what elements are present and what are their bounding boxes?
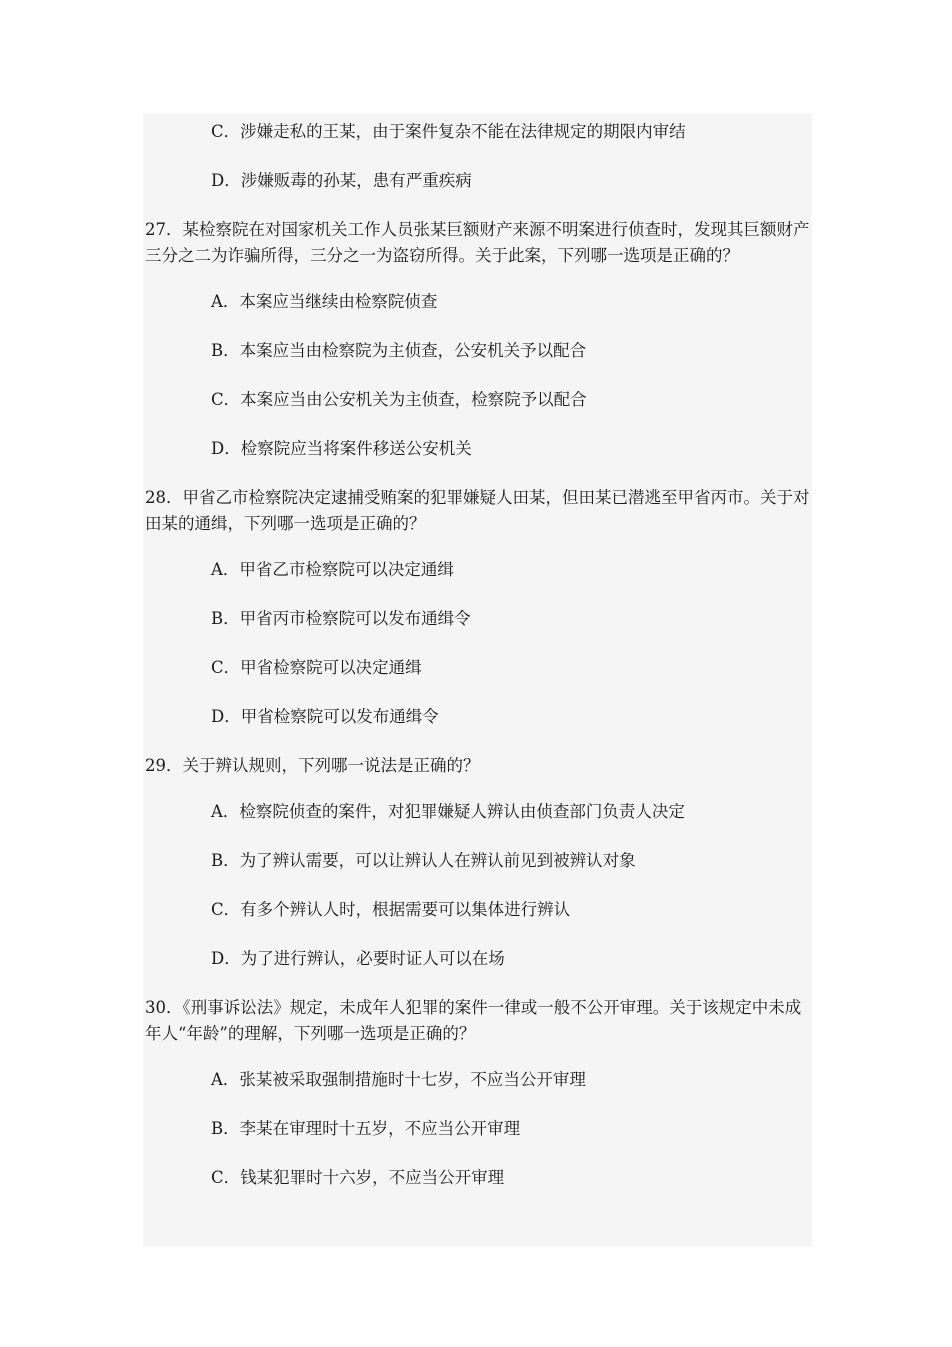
option-26-d: D．涉嫌贩毒的孙某，患有严重疾病 (211, 171, 472, 190)
option-28-d: D．甲省检察院可以发布通缉令 (211, 707, 439, 726)
option-29-a: A．检察院侦查的案件，对犯罪嫌疑人辨认由侦查部门负责人决定 (211, 802, 685, 821)
option-27-b: B．本案应当由检察院为主侦查，公安机关予以配合 (211, 341, 587, 360)
option-30-c: C．钱某犯罪时十六岁，不应当公开审理 (211, 1168, 505, 1187)
question-28-text: 28．甲省乙市检察院决定逮捕受贿案的犯罪嫌疑人田某，但田某已潜逃至甲省丙市。关于对田某的通缉，下列哪一选项是正确的？ (145, 488, 810, 533)
option-30-a: A．张某被采取强制措施时十七岁，不应当公开审理 (211, 1070, 586, 1089)
option-28-a: A．甲省乙市检察院可以决定通缉 (211, 560, 454, 579)
option-27-d: D．检察院应当将案件移送公安机关 (211, 439, 472, 458)
question-29-text: 29．关于辨认规则，下列哪一说法是正确的？ (145, 756, 480, 775)
question-27-text: 27．某检察院在对国家机关工作人员张某巨额财产来源不明案进行侦查时，发现其巨额财产三分之二为诈骗所得，三分之一为盗窃所得。关于此案，下列哪一选项是正确的？ (145, 220, 810, 265)
option-29-c: C．有多个辨认人时，根据需要可以集体进行辨认 (211, 900, 571, 919)
document-page-content (143, 113, 812, 1247)
option-29-b: B．为了辨认需要，可以让辨认人在辨认前见到被辨认对象 (211, 851, 636, 870)
option-26-c: C．涉嫌走私的王某，由于案件复杂不能在法律规定的期限内审结 (211, 122, 686, 141)
option-28-b: B．甲省丙市检察院可以发布通缉令 (211, 609, 471, 628)
option-27-c: C．本案应当由公安机关为主侦查，检察院予以配合 (211, 390, 587, 409)
option-30-b: B．李某在审理时十五岁，不应当公开审理 (211, 1119, 521, 1138)
option-29-d: D．为了进行辨认，必要时证人可以在场 (211, 949, 505, 968)
question-30-text: 30．《刑事诉讼法》规定，未成年人犯罪的案件一律或一般不公开审理。关于该规定中未成年人“年龄”的理解，下列哪一选项是正确的？ (145, 998, 802, 1043)
option-28-c: C．甲省检察院可以决定通缉 (211, 658, 422, 677)
option-27-a: A．本案应当继续由检察院侦查 (211, 292, 438, 311)
